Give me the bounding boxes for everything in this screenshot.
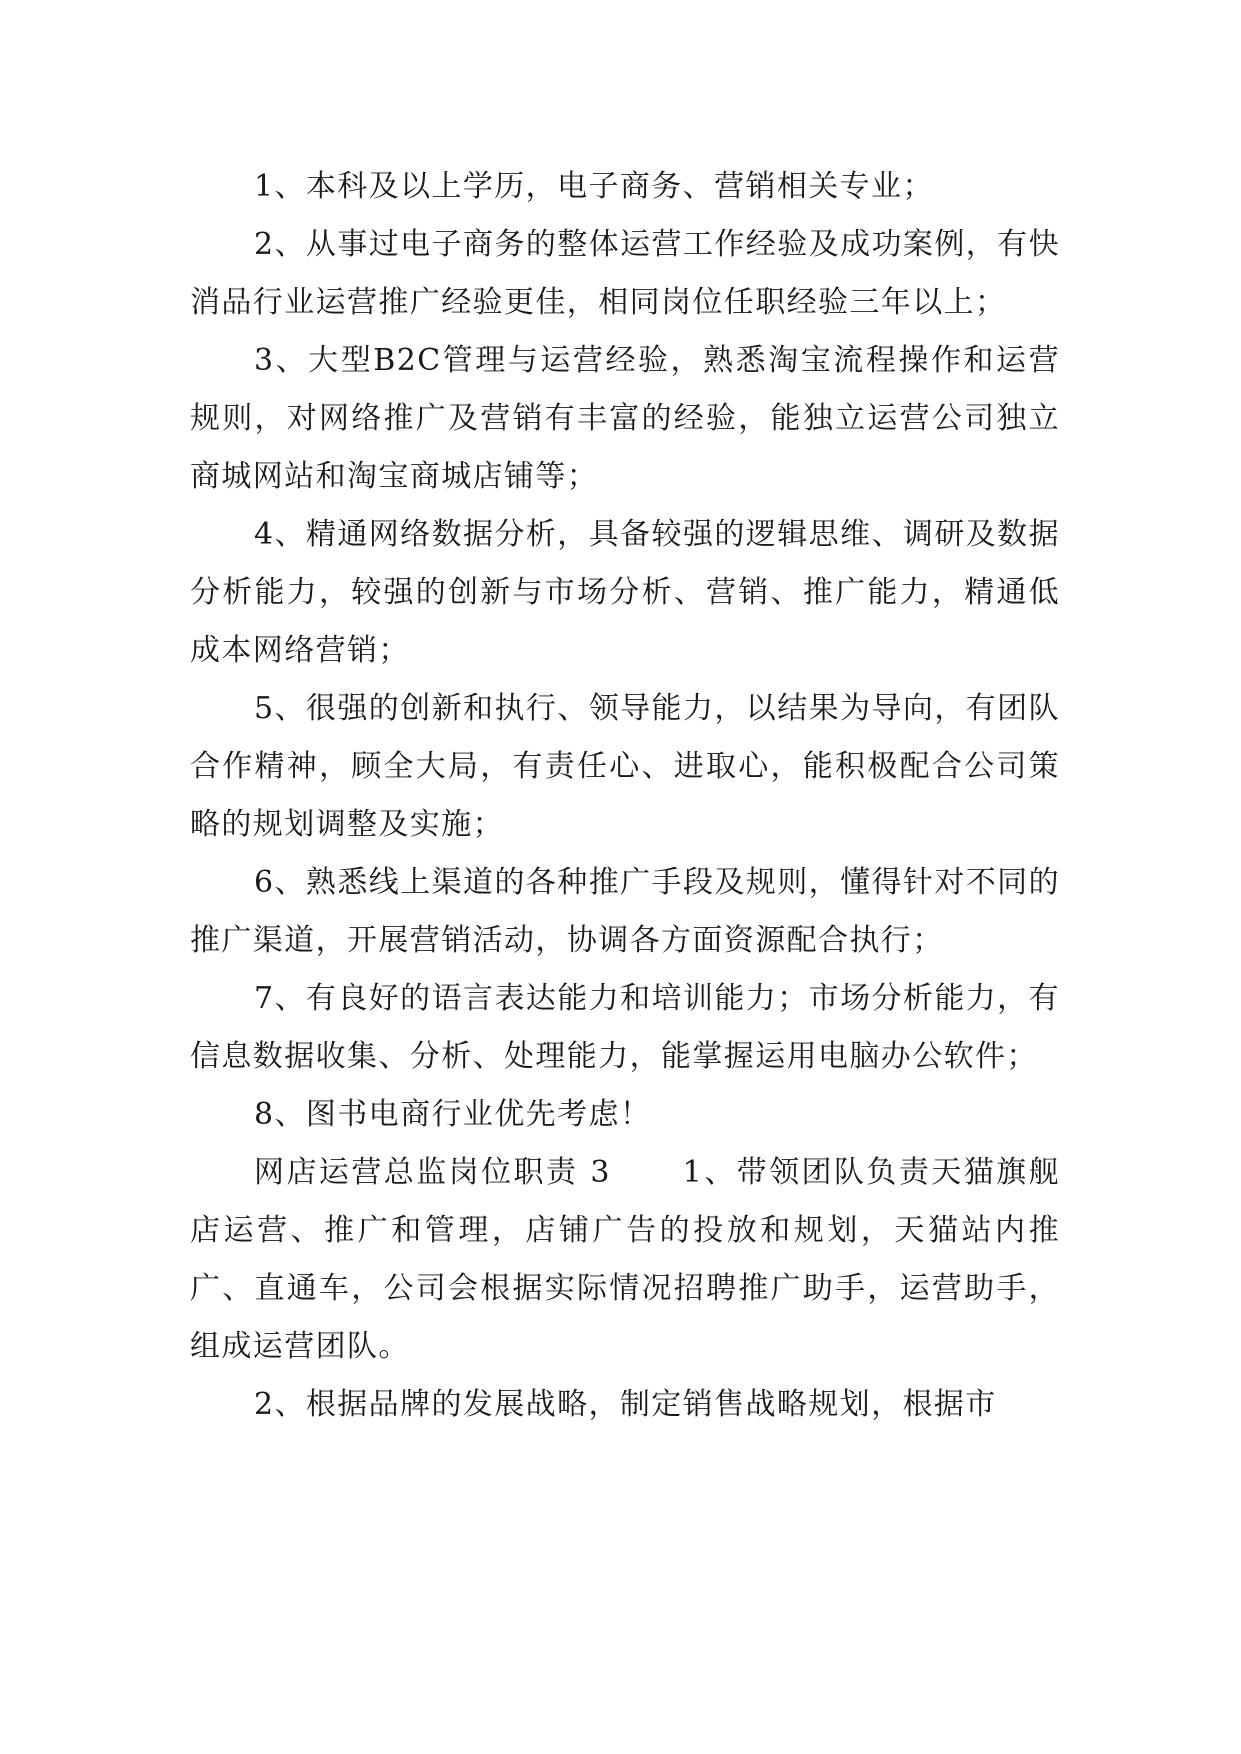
- paragraph-3: 3、大型B2C管理与运营经验，熟悉淘宝流程操作和运营规则，对网络推广及营销有丰富的经验，能独立运营公司独立商城网站和淘宝商城店铺等；: [190, 343, 1060, 494]
- document-body: [190, 158, 1060, 1434]
- paragraph-5: 5、很强的创新和执行、领导能力，以结果为导向，有团队合作精神，顾全大局，有责任心、进取心，能积极配合公司策略的规划调整及实施；: [190, 691, 1060, 842]
- paragraph-7: 7、有良好的语言表达能力和培训能力；市场分析能力，有信息数据收集、分析、处理能力，能掌握运用电脑办公软件；: [190, 981, 1060, 1074]
- paragraph-8: 8、图书电商行业优先考虑！: [254, 1097, 652, 1132]
- paragraph-6: 6、熟悉线上渠道的各种推广手段及规则，懂得针对不同的推广渠道，开展营销活动，协调各方面资源配合执行；: [190, 865, 1060, 958]
- paragraph-1: 1、本科及以上学历，电子商务、营销相关专业；: [254, 169, 934, 204]
- paragraph-4: 4、精通网络数据分析，具备较强的逻辑思维、调研及数据分析能力，较强的创新与市场分析、营销、推广能力，精通低成本网络营销；: [190, 517, 1060, 668]
- paragraph-9: 网店运营总监岗位职责 3 1、带领团队负责天猫旗舰店运营、推广和管理，店铺广告的投放和规划，天猫站内推广、直通车，公司会根据实际情况招聘推广助手，运营助手，组成运营团队。: [190, 1155, 1060, 1364]
- paragraph-2: 2、从事过电子商务的整体运营工作经验及成功案例，有快消品行业运营推广经验更佳，相同岗位任职经验三年以上；: [190, 227, 1060, 320]
- paragraph-10: 2、根据品牌的发展战略，制定销售战略规划，根据市: [254, 1387, 997, 1422]
